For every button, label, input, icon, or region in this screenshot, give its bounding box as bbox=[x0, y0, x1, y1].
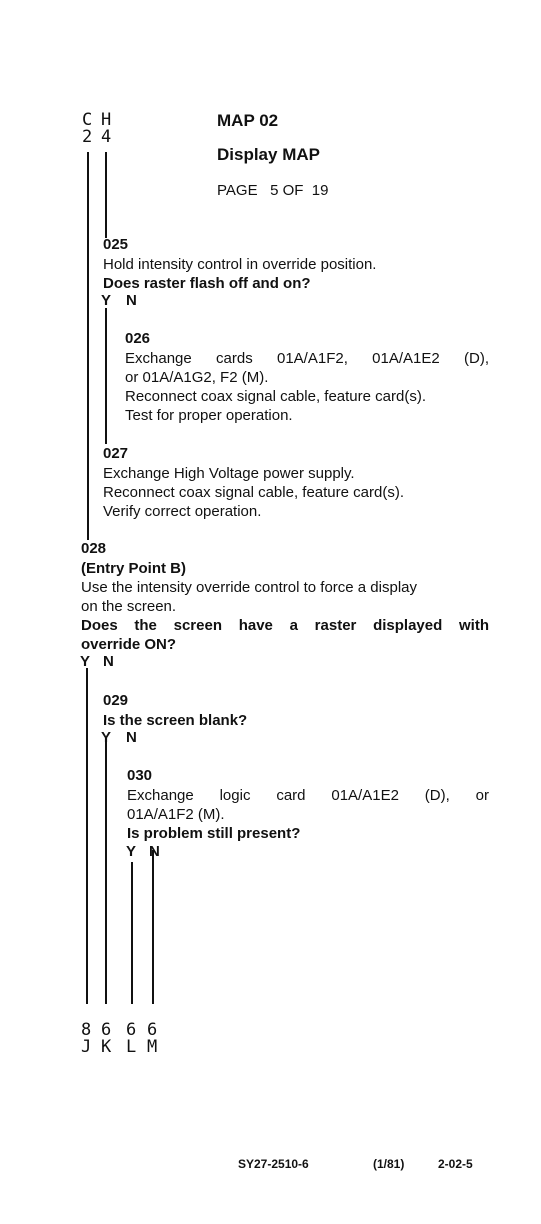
step-028-entry-point: (Entry Point B) bbox=[81, 560, 186, 577]
step-025-text: Hold intensity control in override position. bbox=[103, 256, 377, 273]
step-025-number: 025 bbox=[103, 236, 129, 253]
step-025-no: N bbox=[126, 292, 137, 309]
connector-6k: 6 K bbox=[101, 1020, 112, 1057]
step-029-no: N bbox=[126, 729, 137, 746]
step-030-line2: 01A/A1F2 (M). bbox=[127, 806, 225, 823]
page-indicator: PAGE 5 OF 19 bbox=[217, 182, 329, 199]
step-025-yes: Y bbox=[101, 292, 112, 309]
step-027-number: 027 bbox=[103, 445, 129, 462]
connector-6l: 6 L bbox=[126, 1020, 137, 1057]
connector-6m: 6 M bbox=[147, 1020, 158, 1057]
step-026-line1: Exchange cards 01A/A1F2, 01A/A1E2 (D), bbox=[125, 350, 489, 367]
flow-line-025-yes bbox=[105, 308, 107, 444]
step-028-yes: Y bbox=[80, 653, 91, 670]
map-number: MAP 02 bbox=[217, 111, 279, 130]
flow-line-029-yes bbox=[105, 742, 107, 1004]
step-027-line3: Verify correct operation. bbox=[103, 503, 262, 520]
flow-line-030-yes bbox=[131, 862, 133, 1004]
step-026-line4: Test for proper operation. bbox=[125, 407, 293, 424]
connector-8j: 8 J bbox=[81, 1020, 92, 1057]
step-025-question: Does raster flash off and on? bbox=[103, 275, 311, 292]
step-027-line1: Exchange High Voltage power supply. bbox=[103, 465, 355, 482]
step-028-question-line1: Does the screen have a raster displayed with bbox=[81, 617, 489, 634]
step-026-line3: Reconnect coax signal cable, feature card(s). bbox=[125, 388, 426, 405]
step-026-line2: or 01A/A1G2, F2 (M). bbox=[125, 369, 269, 386]
step-028-line2: on the screen. bbox=[81, 598, 177, 615]
step-030-line1: Exchange logic card 01A/A1E2 (D), or bbox=[127, 787, 489, 804]
footer-page-number: 2-02-5 bbox=[438, 1157, 473, 1171]
step-030-question: Is problem still present? bbox=[127, 825, 301, 842]
step-029-question: Is the screen blank? bbox=[103, 712, 248, 729]
footer-doc-number: SY27-2510-6 bbox=[238, 1157, 309, 1171]
flow-line-030-no bbox=[152, 850, 154, 1004]
step-030-number: 030 bbox=[127, 767, 153, 784]
step-029-number: 029 bbox=[103, 692, 129, 709]
step-028-question-line2: override ON? bbox=[81, 636, 177, 653]
step-027-line2: Reconnect coax signal cable, feature card(s). bbox=[103, 484, 404, 501]
step-028-number: 028 bbox=[81, 540, 107, 557]
step-028-line1: Use the intensity override control to force a display bbox=[81, 579, 417, 596]
flow-line-c2 bbox=[87, 152, 89, 540]
connector-c2: C 2 bbox=[82, 110, 93, 147]
flow-line-028-yes bbox=[86, 668, 88, 1004]
flow-line-h4 bbox=[105, 152, 107, 238]
page-title: Display MAP bbox=[217, 145, 320, 164]
step-029-yes: Y bbox=[101, 729, 112, 746]
footer-date: (1/81) bbox=[373, 1157, 405, 1171]
step-030-no: N bbox=[149, 843, 160, 860]
connector-h4: H 4 bbox=[101, 110, 112, 147]
step-026-number: 026 bbox=[125, 330, 151, 347]
step-030-yes: Y bbox=[126, 843, 137, 860]
step-028-no: N bbox=[103, 653, 114, 670]
